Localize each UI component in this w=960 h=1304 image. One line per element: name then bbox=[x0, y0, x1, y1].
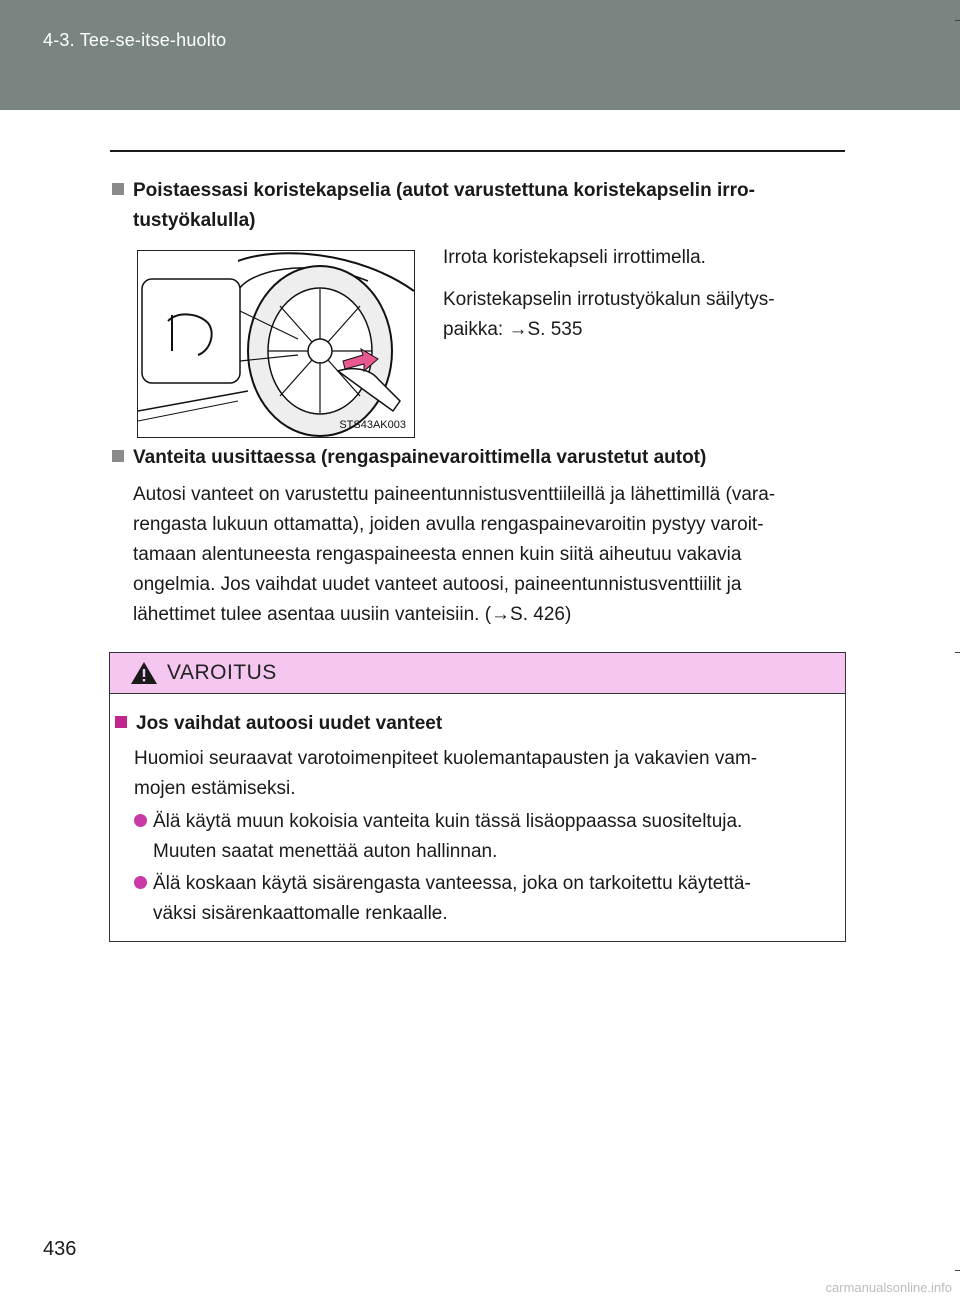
square-bullet-icon bbox=[112, 183, 124, 195]
arrow-right-icon: → bbox=[508, 319, 528, 340]
warning-box bbox=[109, 652, 846, 942]
crop-mark bbox=[955, 652, 960, 653]
wheel-illustration bbox=[138, 251, 414, 437]
warning-bullet-1: Älä käytä muun kokoisia vanteita kuin tässä lisäoppaassa suositeltuja. Muuten saatat menettää auton hallinnan. bbox=[134, 807, 828, 867]
section1-heading: Poistaessasi koristekapselia (autot varustettuna koristekapselin irro- tustyökalulla) bbox=[112, 176, 836, 236]
bullet-dot-icon bbox=[134, 876, 147, 889]
chapter-title: 4-3. Tee-se-itse-huolto bbox=[43, 30, 227, 50]
square-bullet-icon bbox=[112, 450, 124, 462]
page-header bbox=[0, 0, 960, 110]
square-bullet-icon bbox=[115, 716, 127, 728]
warning-title: VAROITUS bbox=[167, 661, 277, 684]
section2-heading: Vanteita uusittaessa (rengaspainevaroittimella varustetut autot) bbox=[112, 443, 836, 473]
warning-intro: Huomioi seuraavat varotoimenpiteet kuolemantapausten ja vakavien vam- mojen estämiseksi. bbox=[134, 748, 758, 799]
storage-location-text: Koristekapselin irrotustyökalun säilytys- paikka: →S. 535 bbox=[443, 289, 775, 340]
section1-text bbox=[443, 243, 828, 345]
image-code: STS43AK003 bbox=[339, 419, 406, 431]
warning-triangle-icon bbox=[130, 661, 158, 685]
warning-heading: Jos vaihdat autoosi uudet vanteet bbox=[115, 709, 835, 739]
section-divider bbox=[110, 150, 845, 152]
warning-header bbox=[110, 653, 845, 694]
crop-mark bbox=[955, 20, 960, 21]
hubcap-removal-illustration bbox=[137, 250, 415, 438]
bullet-dot-icon bbox=[134, 814, 147, 827]
instruction-text: Irrota koristekapseli irrottimella. bbox=[443, 247, 706, 268]
page-reference: S. 426) bbox=[510, 604, 572, 625]
crop-mark bbox=[955, 1270, 960, 1271]
page-number: 436 bbox=[43, 1238, 77, 1260]
warning-bullet-2: Älä koskaan käytä sisärengasta vanteessa, joka on tarkoitettu käytettä- väksi sisärenkaattomalle renkaalle. bbox=[134, 869, 828, 929]
section2-body: Autosi vanteet on varustettu paineentunnistusventtiileillä ja lähettimillä (vara- rengasta lukuun ottamatta), joiden avulla rengaspainevaroitin pystyy varoit- tamaan alentuneesta rengaspaineesta ennen kuin siitä aiheutuu vakavia ongelmia. Jos vaihdat uudet vanteet autoosi, paineentunnistusventtiilit ja lähettimet tulee asentaa uusiin vanteisiin. (→S. 426) bbox=[133, 484, 776, 625]
arrow-right-icon: → bbox=[491, 604, 511, 625]
watermark-site: carmanualsonline.info bbox=[825, 1280, 952, 1295]
page-reference: S. 535 bbox=[527, 319, 583, 340]
